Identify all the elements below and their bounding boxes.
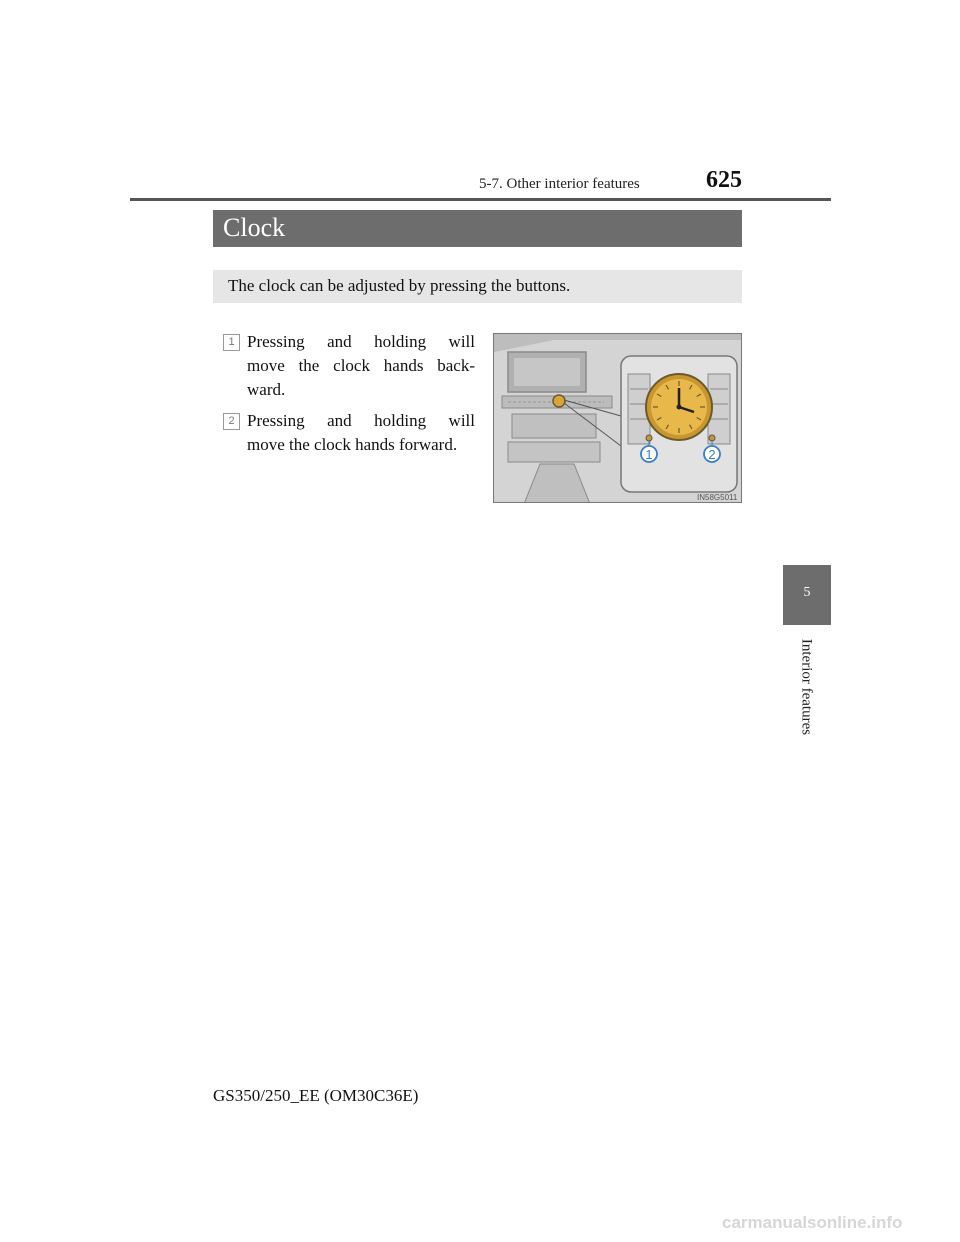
chapter-number: 5 bbox=[803, 585, 811, 600]
step-2-text bbox=[247, 409, 475, 457]
callout-1-label: 1 bbox=[645, 447, 653, 462]
step-1-text bbox=[247, 330, 475, 402]
running-header-section: 5-7. Other interior features bbox=[479, 176, 640, 192]
step-1-line: Pressing and holding will bbox=[247, 332, 475, 351]
step-1-line: ward. bbox=[247, 380, 286, 399]
footer-model-code: GS350/250_EE (OM30C36E) bbox=[213, 1086, 419, 1105]
intro-box bbox=[213, 270, 742, 303]
step-1-line: move the clock hands back- bbox=[247, 356, 475, 375]
section-title-bar bbox=[213, 210, 742, 247]
step-2-line: Pressing and holding will bbox=[247, 411, 475, 430]
step-2-line: move the clock hands forward. bbox=[247, 435, 458, 454]
step-number-2-icon: 2 bbox=[223, 413, 240, 430]
section-title: Clock bbox=[223, 213, 286, 242]
dashboard-clock-illustration bbox=[493, 333, 742, 503]
illustration-code: IN58G5011 bbox=[697, 493, 738, 502]
header-rule bbox=[130, 198, 831, 201]
chapter-label bbox=[796, 634, 816, 740]
page-number: 625 bbox=[706, 167, 742, 193]
step-number-1-icon: 1 bbox=[223, 334, 240, 351]
callout-2-label: 2 bbox=[708, 447, 716, 462]
intro-text: The clock can be adjusted by pressing the buttons. bbox=[228, 276, 571, 295]
dashboard-illustration-svg bbox=[494, 334, 742, 503]
chapter-tab bbox=[783, 565, 831, 625]
chapter-label-text: Interior features bbox=[798, 638, 815, 736]
watermark: carmanualsonline.info bbox=[722, 1213, 903, 1232]
